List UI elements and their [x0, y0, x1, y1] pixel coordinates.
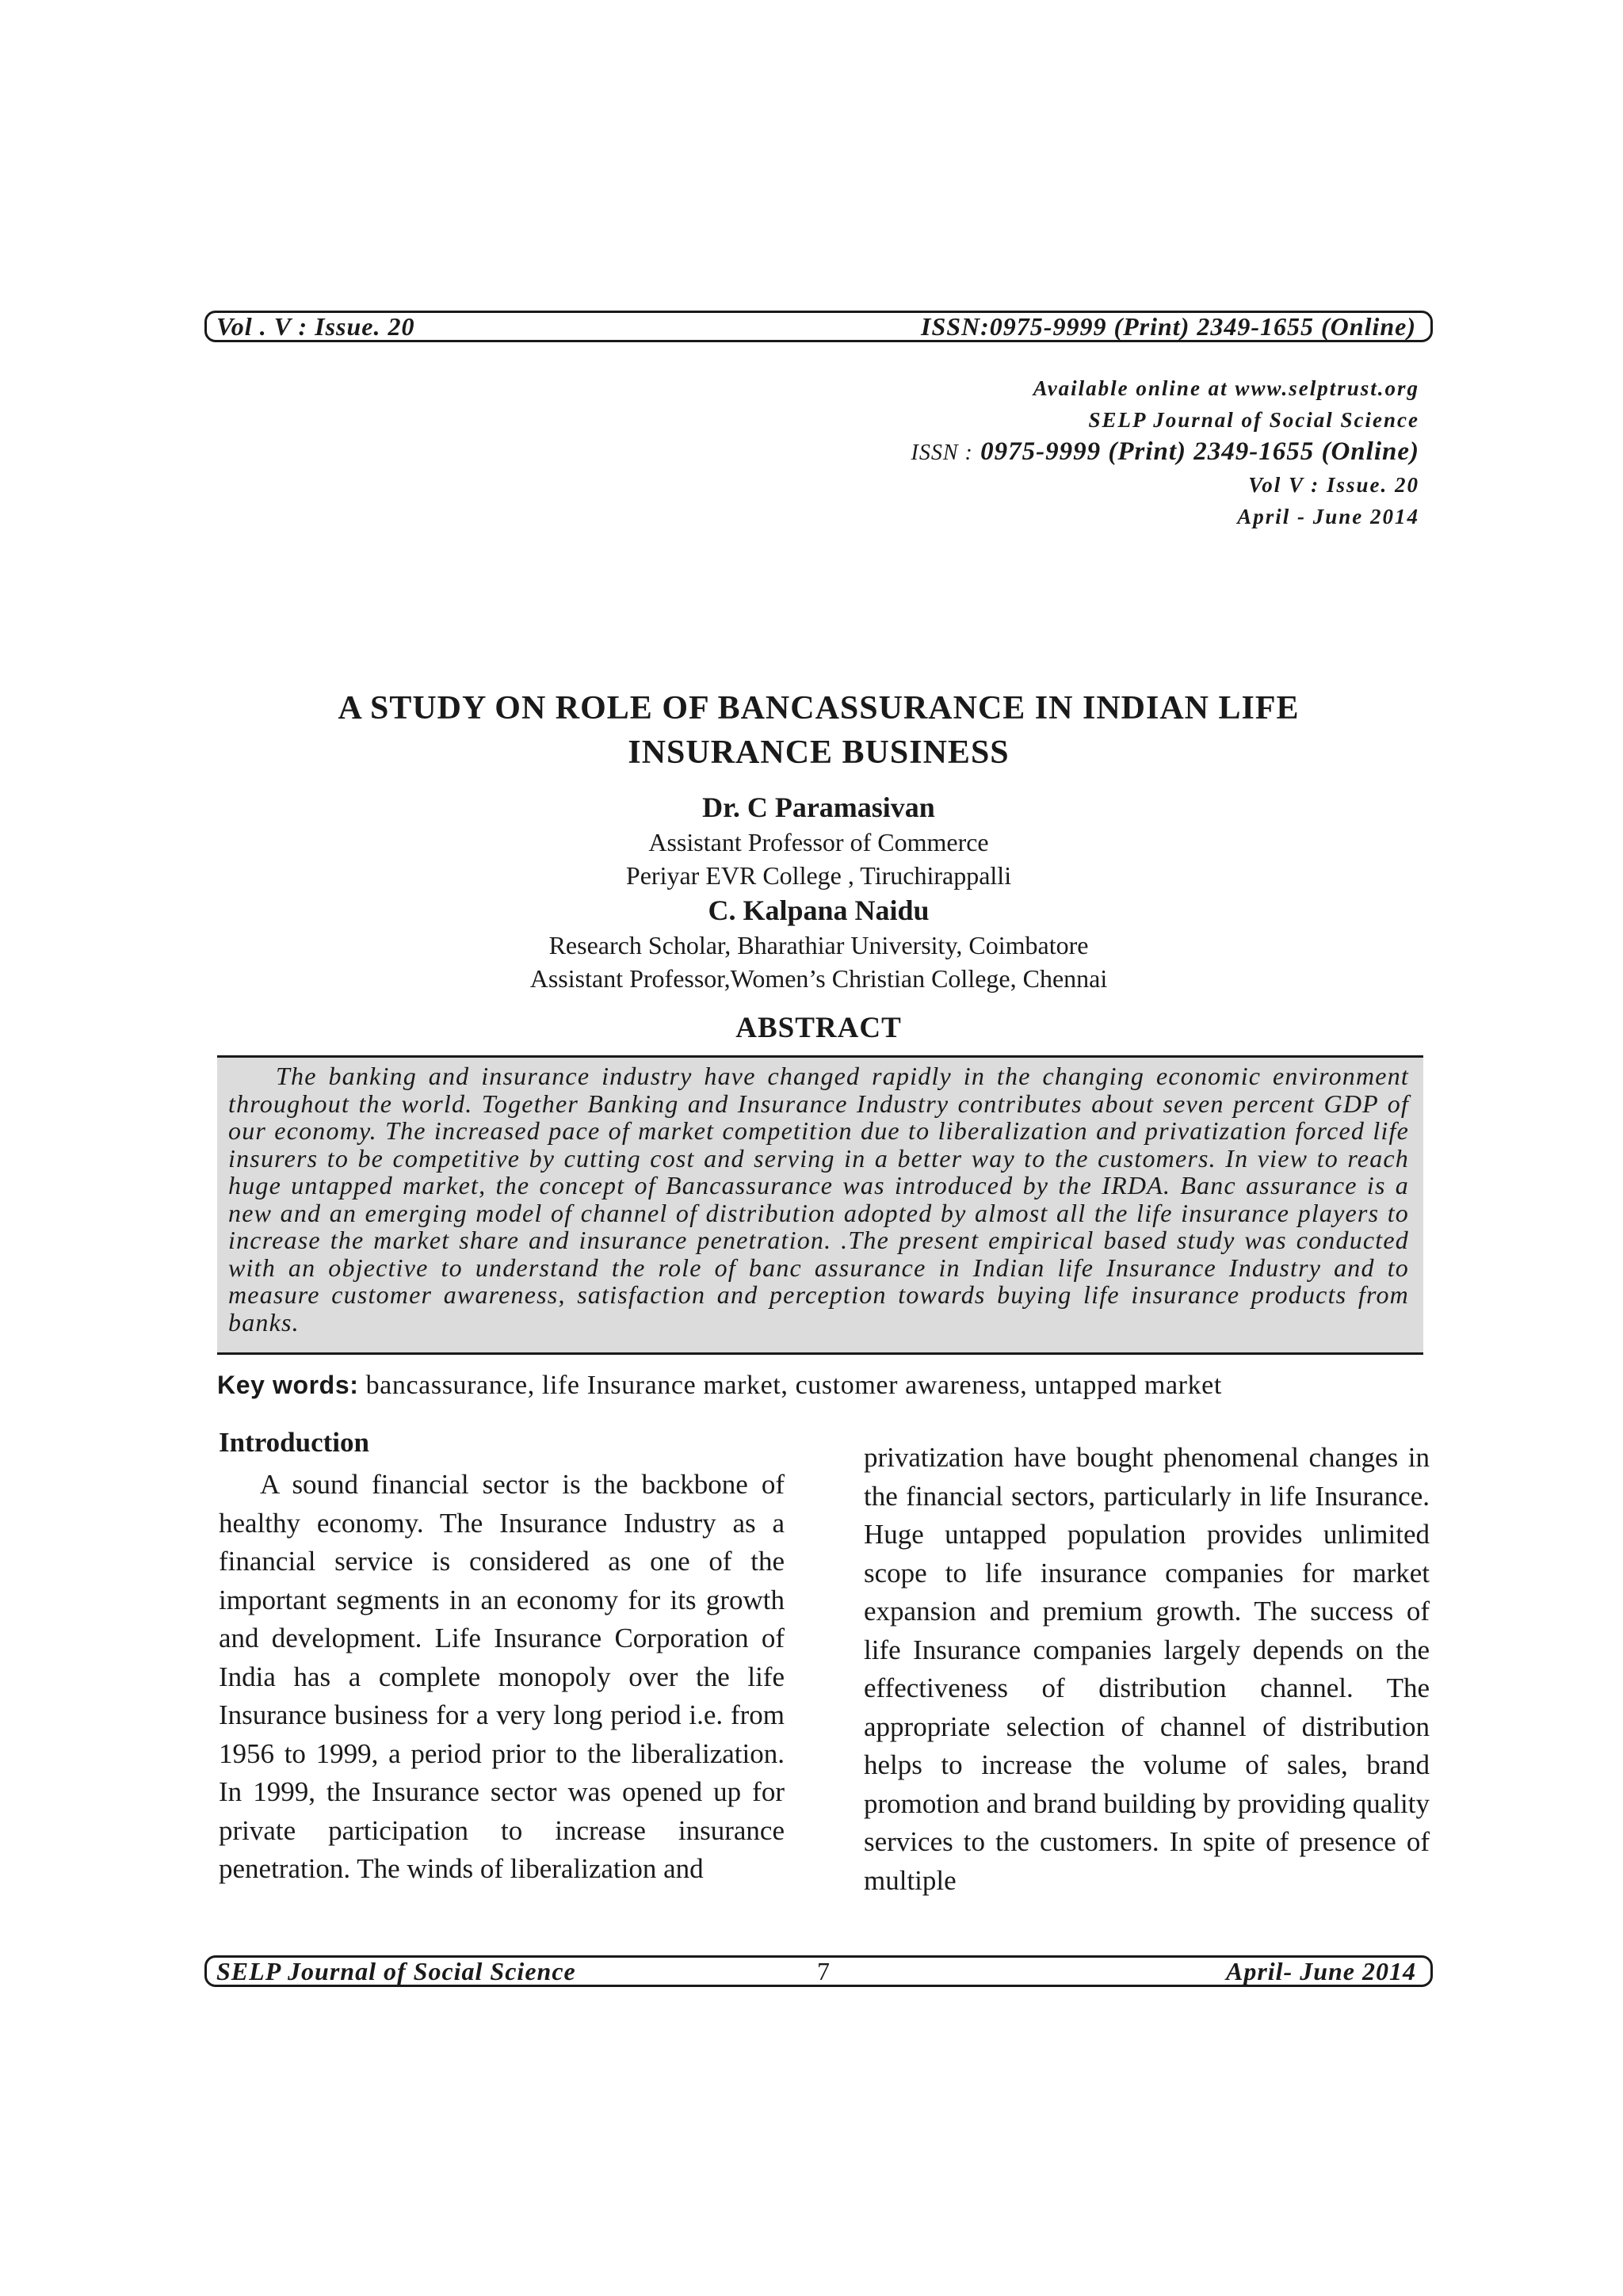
issue-date: April - June 2014: [1237, 505, 1419, 528]
author-name: Dr. C Paramasivan: [702, 791, 935, 823]
journal-name: SELP Journal of Social Science: [1088, 408, 1419, 432]
keywords-list: bancassurance, life Insurance market, customer awareness, untapped market: [358, 1371, 1222, 1400]
author-affiliation: Research Scholar, Bharathiar University, Coimbatore: [548, 931, 1089, 959]
abstract-heading: ABSTRACT: [735, 1012, 902, 1044]
author-name: C. Kalpana Naidu: [708, 894, 930, 926]
running-header: [204, 311, 1433, 342]
author-affiliation: Assistant Professor of Commerce: [648, 828, 989, 856]
abstract-text: The banking and insurance industry have changed rapidly in the changing economic environment throughout the world. Together Banking and Insurance Industry contributes about seven percent GDP of our economy. The increased pace of market competition due to liberalization and privatization forced life insurers to be competitive by cutting cost and serving in a better way to the customers. In view to reach huge untapped market, the concept of Bancassurance was introduced by the IRDA. Banc assurance is a new and an emerging model of channel of distribution adopted by almost all the life insurance players to increase the market share and insurance penetration. .The present empirical based study was conducted with an objective to understand the role of banc assurance in Indian life Insurance Industry and to measure customer awareness, satisfaction and perception towards buying life insurance products from banks.: [217, 1055, 1423, 1355]
running-footer: [204, 1955, 1433, 1987]
footer-date: April- June 2014: [1225, 1956, 1416, 1985]
author-block: [204, 789, 1433, 995]
section-heading: Introduction: [219, 1427, 369, 1458]
keywords: [217, 1371, 1453, 1401]
footer-journal: SELP Journal of Social Science: [216, 1956, 576, 1985]
issn-label: ISSN :: [911, 441, 973, 465]
availability-line: Available online at www.selptrust.org: [1033, 376, 1419, 400]
title-line-2: INSURANCE BUSINESS: [628, 734, 1010, 771]
paragraph: A sound financial sector is the backbone of healthy economy. The Insurance Industry as a financial service is considered as one of the important segments in an economy for its growth and development. Life Insurance Corporation of India has a complete monopoly over the life Insurance business for a very long period i.e. from 1956 to 1999, a period prior to the liberalization. In 1999, the Insurance sector was opened up for private participation to increase insurance penetration. The winds of liberalization and: [219, 1469, 785, 1884]
body-column-left: [219, 1426, 785, 1889]
volume-line: Vol V : Issue. 20: [1248, 473, 1419, 497]
body-column-right: [864, 1439, 1430, 1900]
title-line-1: A STUDY ON ROLE OF BANCASSURANCE IN INDIAN LIFE: [338, 690, 1300, 727]
page-number: 7: [817, 1956, 831, 1985]
issn-value: 0975-9999 (Print) 2349-1655 (Online): [980, 437, 1419, 466]
publication-info: [911, 372, 1419, 532]
issn-line: [911, 436, 1419, 469]
keywords-label: Key words:: [217, 1371, 359, 1399]
paragraph: privatization have bought phenomenal changes in the financial sectors, particularly in life Insurance. Huge untapped population provides unlimited scope to life insurance companies for market expansion and premium growth. The success of life Insurance companies largely depends on the effectiveness of distribution channel. The appropriate selection of channel of distribution helps to increase the volume of sales, brand promotion and brand building by providing quality services to the customers. In spite of presence of multiple: [864, 1442, 1430, 1896]
header-issn: ISSN:0975-9999 (Print) 2349-1655 (Online): [920, 311, 1416, 341]
header-volume: Vol . V : Issue. 20: [216, 311, 415, 341]
author-affiliation: Assistant Professor,Women’s Christian College, Chennai: [529, 964, 1108, 993]
author-affiliation: Periyar EVR College , Tiruchirappalli: [625, 861, 1012, 890]
article-title: [204, 686, 1433, 775]
